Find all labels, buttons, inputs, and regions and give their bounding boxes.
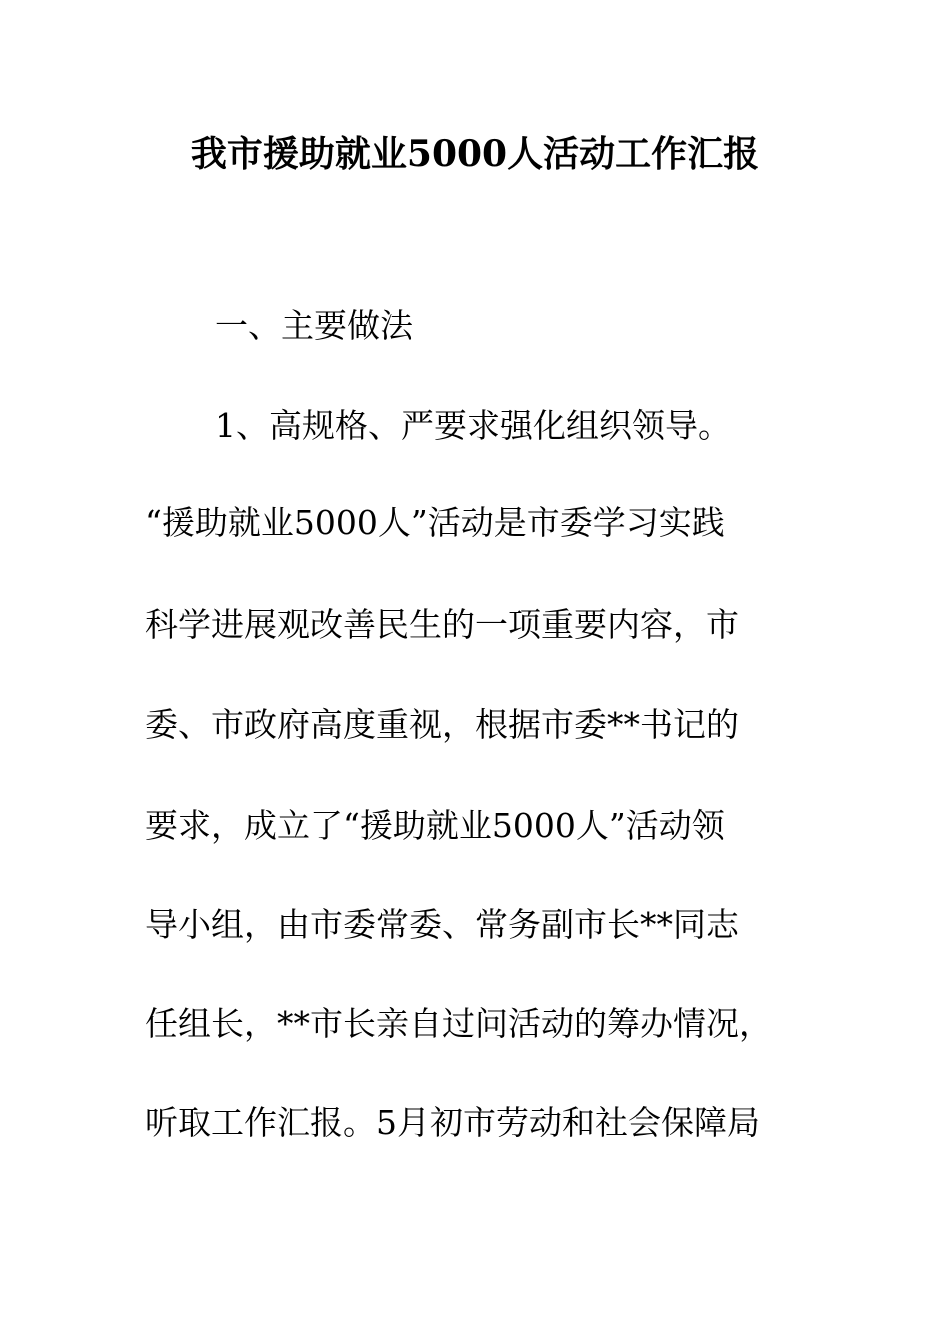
paragraph-line: 要求，成立了“援助就业5000人”活动领	[145, 806, 725, 845]
section-heading: 一、主要做法	[215, 306, 413, 345]
document-title: 我市援助就业5000人活动工作汇报	[190, 133, 760, 175]
paragraph-line: “援助就业5000人”活动是市委学习实践	[145, 503, 725, 542]
sub-heading: 1、高规格、严要求强化组织领导。	[215, 406, 731, 445]
paragraph-line: 导小组，由市委常委、常务副市长**同志	[145, 905, 739, 944]
paragraph-line: 任组长，**市长亲自过问活动的筹办情况，	[145, 1004, 772, 1043]
paragraph-line: 听取工作汇报。5月初市劳动和社会保障局	[145, 1103, 760, 1142]
paragraph-line: 委、市政府高度重视，根据市委**书记的	[145, 705, 739, 744]
paragraph-line: 科学进展观改善民生的一项重要内容，市	[145, 605, 739, 644]
